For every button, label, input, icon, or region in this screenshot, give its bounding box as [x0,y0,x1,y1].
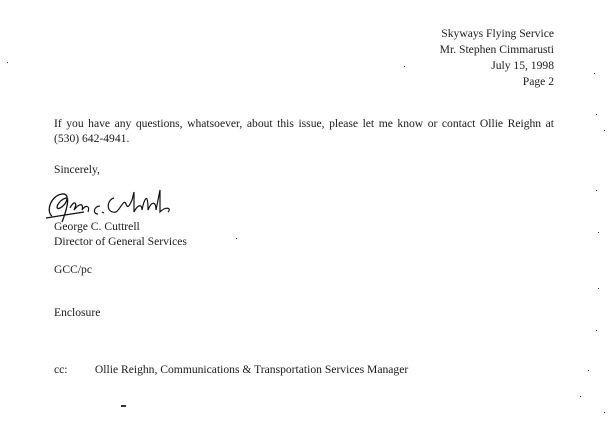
company-name: Skyways Flying Service [441,27,554,40]
scan-speck [596,190,597,191]
letter-header [440,26,554,90]
scan-speck [598,288,599,289]
scan-speck [404,66,405,67]
page-number: Page 2 [522,75,554,88]
scan-speck [604,412,605,413]
scan-speck [598,232,599,233]
enclosure-note: Enclosure [54,306,101,319]
scan-speck [604,130,605,131]
scan-speck [580,396,581,397]
cc-recipient: Ollie Reighn, Communications & Transportation Services Manager [94,363,409,376]
scan-speck [7,62,8,63]
scan-speck [236,238,237,239]
closing-salutation: Sincerely, [54,163,100,176]
letter-date: July 15, 1998 [491,59,554,72]
typist-initials: GCC/pc [54,263,93,276]
scan-speck [596,114,597,115]
signer-title: Director of General Services [54,235,187,248]
recipient-name: Mr. Stephen Cimmarusti [439,43,554,56]
cc-line [54,363,408,376]
scan-speck [594,73,595,74]
body-paragraph: If you have any questions, whatsoever, about this issue, please let me know or contact Ollie Reighn at (530) 642-4941. [54,117,554,145]
scan-speck [588,370,589,371]
signer-name: George C. Cuttrell [54,220,140,233]
scan-speck [121,405,126,407]
signer-block [54,219,187,249]
scan-speck [596,330,597,331]
cc-label: cc: [54,363,68,376]
